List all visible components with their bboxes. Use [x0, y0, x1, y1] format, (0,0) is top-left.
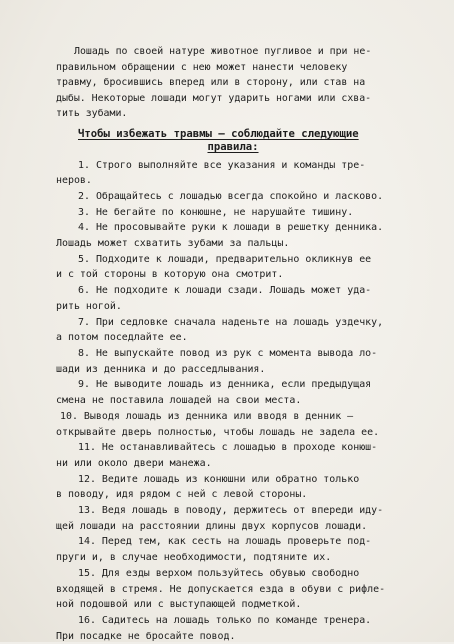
rule-line: ной подошвой или с выступающей подметкой.	[56, 599, 302, 611]
rule-line: щей лошади на расстоянии длины двух корпусов лошади.	[56, 520, 368, 532]
rule-line: входящей в стремя. Не допускается езда в обуви с рифле-	[56, 583, 386, 595]
intro-paragraph	[56, 44, 414, 122]
rule-line: 9. Не выводите лошадь из денника, если предыдущая	[78, 379, 372, 391]
rule-line: Лошадь может схватить зубами за пальцы.	[56, 238, 290, 250]
rule-line: смена не поставила лошадей на свои места.	[56, 395, 302, 407]
rule-line: 12. Ведите лошадь из конюшни или обратно только	[78, 473, 360, 485]
rule-line: 10. Выводя лошадь из денника или вводя в денник –	[60, 410, 354, 422]
rule-line: шади из денника и до расседлывания.	[56, 363, 266, 375]
rules-heading-line1: Чтобы избежать травмы – соблюдайте следующие	[78, 127, 359, 140]
rule-line: 3. Не бегайте по конюшне, не нарушайте тишину.	[78, 206, 354, 218]
intro-line: дыбы. Некоторые лошади могут ударить ногами или схва-	[56, 92, 372, 104]
rule-line: открывайте дверь полностью, чтобы лошадь не задела ее.	[56, 426, 380, 438]
rule-line: 15. Для езды верхом пользуйтесь обувью свободно	[78, 567, 360, 579]
rule-line: 11. Не останавливайтесь с лошадью в проходе конюш-	[78, 442, 378, 454]
rule-line: 16. Садитесь на лошадь только по команде тренера.	[78, 614, 372, 626]
rule-line: и с той стороны в которую она смотрит.	[56, 269, 284, 281]
rule-line: ни или около двери манежа.	[56, 457, 212, 469]
rule-line: а потом поседлайте ее.	[56, 332, 188, 344]
rule-line: в поводу, идя рядом с ней с левой стороны.	[56, 489, 308, 501]
rules-heading	[78, 128, 414, 154]
intro-line: Лошадь по своей натуре животное пугливое и при не-	[74, 46, 372, 57]
rule-line: 7. При седловке сначала наденьте на лошадь уздечку,	[78, 316, 384, 328]
rule-line: 13. Ведя лошадь в поводу, держитесь от впереди иду-	[78, 505, 384, 517]
rule-line: 14. Перед тем, как сесть на лошадь проверьте под-	[78, 536, 372, 548]
rule-line: пруги и, в случае необходимости, подтяните их.	[56, 552, 332, 564]
intro-line: правильном обращении с нею может нанести человеку	[56, 61, 348, 73]
rule-line: 6. Не подходите к лошади сзади. Лошадь может уда-	[78, 285, 372, 297]
rule-line: 1. Строго выполняйте все указания и команды тре-	[78, 159, 366, 171]
rule-line: 5. Подходите к лошади, предварительно окликнув ее	[78, 253, 372, 265]
intro-line: травму, бросившись вперед или в сторону, или став на	[56, 77, 366, 89]
rule-line: При посадке не бросайте повод.	[56, 630, 236, 642]
rules-list	[56, 158, 414, 644]
rule-line: 8. Не выпускайте повод из рук с момента вывода ло-	[78, 348, 378, 359]
rule-line: неров.	[56, 175, 92, 187]
rule-line: 2. Обращайтесь с лошадью всегда спокойно и ласково.	[78, 190, 384, 202]
rule-line: 4. Не просовывайте руки к лошади в решетку денника.	[78, 222, 384, 234]
intro-line: тить зубами.	[56, 108, 128, 120]
rule-line: рить ногой.	[56, 300, 122, 312]
rules-heading-line2: правила:	[207, 140, 259, 153]
